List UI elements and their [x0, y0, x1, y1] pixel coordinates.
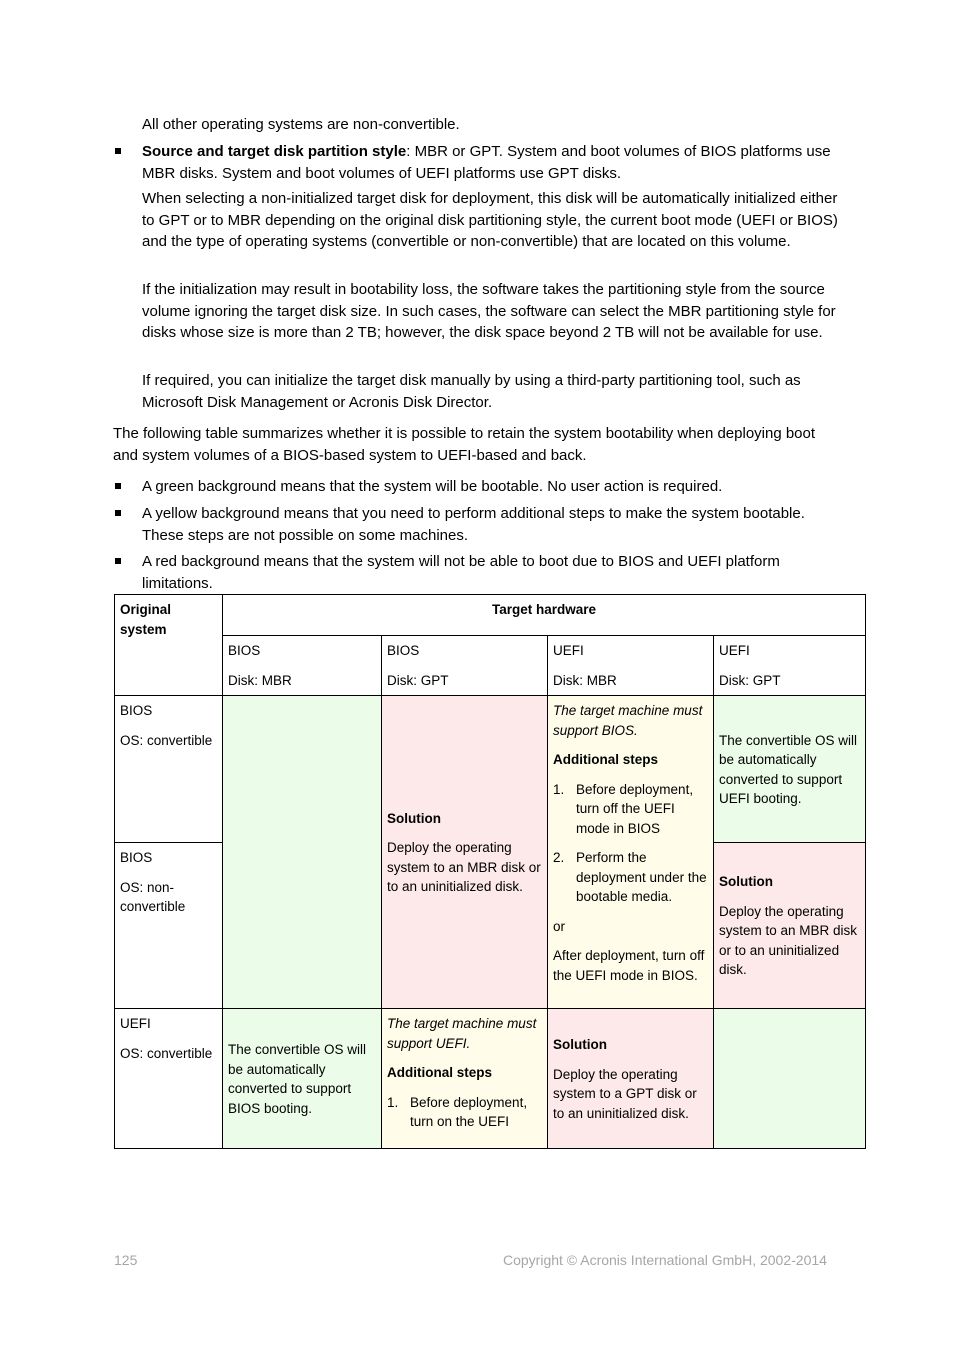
- legend-red: A red background means that the system will not be able to boot due to BIOS and UEFI platform limitations.: [142, 553, 780, 592]
- header-original-system: Original system: [115, 595, 223, 696]
- column-header-bios-mbr: BIOS Disk: MBR: [223, 636, 382, 696]
- cell-bios-to-uefi-mbr: The target machine must support BIOS. Additional steps 1. Before deployment, turn off the UEFI mode in BIOS 2. Perform the deployment under the bootable media. or After deployment, turn off the UEFI mode in BIOS.: [548, 696, 714, 1009]
- cell-bios-to-bios-mbr: [223, 696, 382, 1009]
- legend-green: A green background means that the system will be bootable. No user action is required.: [142, 478, 723, 495]
- cell-uefi-to-bios-gpt: The target machine must support UEFI. Additional steps 1. Before deployment, turn on the UEFI: [382, 1009, 548, 1149]
- column-header-uefi-mbr: UEFI Disk: MBR: [548, 636, 714, 696]
- paragraph-non-initialized: When selecting a non-initialized target disk for deployment, this disk will be automatically initialized either to GPT or to MBR depending on the original disk partitioning style, the current boot mode (UEFI or BIOS) and the type of operating systems (convertible or non-convertible) that are located on this volume.: [142, 190, 838, 250]
- bullet-bold-term: Source and target disk partition style: [142, 143, 407, 160]
- bullet-marker: [115, 148, 121, 154]
- additional-steps-list: [387, 1093, 542, 1132]
- bootability-table: [114, 594, 866, 1149]
- list-item: 1. Before deployment, turn on the UEFI: [387, 1094, 528, 1129]
- row-header-bios-non-convertible: BIOS OS: non-convertible: [115, 843, 223, 1009]
- paragraph-bootability-loss: If the initialization may result in bootability loss, the software takes the partitioning style from the source volume ignoring the target disk size. In such cases, the software can select the MBR partitioning style for disks whose size is more than 2 TB; however, the disk space beyond 2 TB will not be available for use.: [142, 281, 836, 341]
- bullet-marker: [115, 558, 121, 564]
- additional-steps-list: [553, 780, 708, 907]
- cell-uefi-to-uefi-gpt: [714, 1009, 866, 1149]
- paragraph-summary: The following table summarizes whether it is possible to retain the system bootability when deploying boot and system volumes of a BIOS-based system to UEFI-based and back.: [113, 425, 816, 464]
- paragraph-manual-init: If required, you can initialize the target disk manually by using a third-party partitioning tool, such as Microsoft Disk Management or Acronis Disk Director.: [142, 372, 801, 411]
- list-item: 2. Perform the deployment under the bootable media.: [553, 850, 707, 904]
- row-header-bios-convertible: BIOS OS: convertible: [115, 696, 223, 843]
- row-header-uefi-convertible: UEFI OS: convertible: [115, 1009, 223, 1149]
- legend-yellow: A yellow background means that you need to perform additional steps to make the system bootable. These steps are not possible on some machines.: [142, 505, 805, 544]
- page-number: 125: [114, 1252, 138, 1268]
- bullet-marker: [115, 510, 121, 516]
- cell-uefi-to-uefi-mbr: Solution Deploy the operating system to a GPT disk or to an uninitialized disk.: [548, 1009, 714, 1149]
- cell-bios-non-convertible-to-uefi-gpt: Solution Deploy the operating system to an MBR disk or to an uninitialized disk.: [714, 843, 866, 1009]
- column-header-uefi-gpt: UEFI Disk: GPT: [714, 636, 866, 696]
- cell-uefi-to-bios-mbr: The convertible OS will be automatically converted to support BIOS booting.: [223, 1009, 382, 1149]
- bullet-text: : MBR or GPT. System and boot volumes of BIOS platforms use MBR disks. System and boot volumes of UEFI platforms use GPT disks.: [142, 143, 831, 182]
- copyright-notice: Copyright © Acronis International GmbH, 2002-2014: [503, 1252, 827, 1268]
- list-item: 1. Before deployment, turn off the UEFI mode in BIOS: [553, 781, 694, 836]
- bullet-marker: [115, 483, 121, 489]
- header-target-hardware: Target hardware: [223, 595, 866, 636]
- column-header-bios-gpt: BIOS Disk: GPT: [382, 636, 548, 696]
- cell-bios-convertible-to-uefi-gpt: The convertible OS will be automatically converted to support UEFI booting.: [714, 696, 866, 843]
- bullet-partition-style: [142, 141, 842, 184]
- cell-bios-to-bios-gpt: Solution Deploy the operating system to an MBR disk or to an uninitialized disk.: [382, 696, 548, 1009]
- intro-line: All other operating systems are non-convertible.: [142, 116, 460, 133]
